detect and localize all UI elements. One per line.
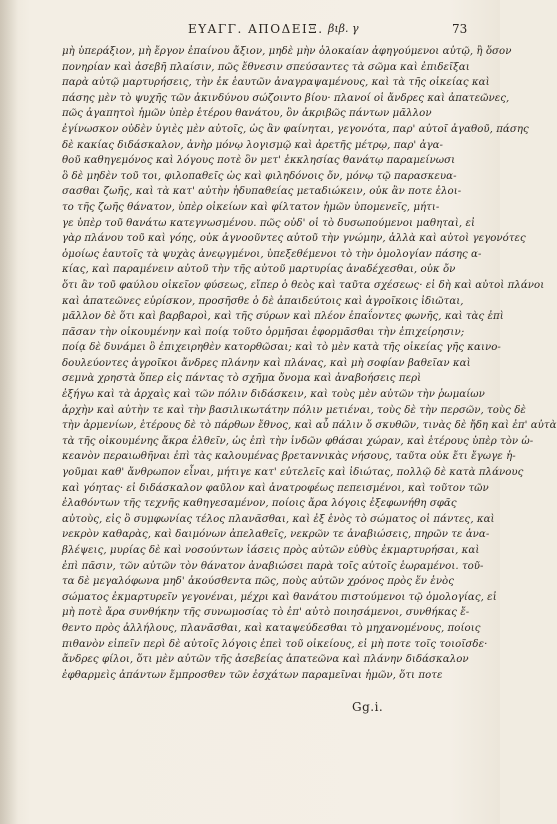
book-indicator: βιβ. γ — [328, 22, 359, 35]
page-number: 73 — [452, 22, 468, 36]
text-line: θεντο πρὸς ἀλλήλους, πλανᾶσθαι, καὶ καταψεύδεσθαι τὸ μηχανομένους, ποίοις — [62, 622, 481, 634]
text-line: ὃ δὲ μηδὲν τοῦ τοι, φιλοπαθεῖς ὡς καὶ φιληδόνοις ὄν, μόνῳ τῷ παρασκευα- — [62, 170, 457, 182]
text-line: πάσης μὲν τὸ ψυχῆς τῶν ἀκινδύνου σώζοιντο βίου· πλανοί οἱ ἄνδρες καὶ ἀπατεῶνες, — [62, 92, 510, 104]
signature-mark: Gg.i. — [352, 700, 384, 714]
text-line: τὴν ἀρμενίων, ἑτέρους δὲ τὸ πάρθων ἔθνος, καὶ αὖ πάλιν ὅ σκυθῶν, τινὰς δὲ ἤδη καὶ ἐπ' αὐτὰ — [62, 420, 557, 432]
text-line: δὲ κακίας διδάσκαλον, ἀνὴρ μόνῳ λογισμῷ καὶ ἀρετῆς μέτρῳ, παρ' ἀγα- — [62, 139, 444, 151]
text-line: πιθανὸν εἰπεῖν περὶ δὲ αὐτοῖς λόγοις ἐπεὶ τοῦ οἰκείους, εἰ μὴ ποτε τοῖς τοιοῖσδε· — [62, 638, 488, 650]
text-line: δουλεύοντες ἀγροῖκοι ἄνδρες πλάνην καὶ πλάνας, καὶ μὴ σοφίαν βαθεῖαν καὶ — [62, 357, 471, 369]
text-line: βλέψεις, μυρίας δὲ καὶ νοσούντων ἰάσεις πρὸς αὐτῶν εὐθὺς ἐκμαρτυρήσαι, καὶ — [62, 545, 480, 556]
text-line: ἐπὶ πᾶσιν, τῶν αὐτῶν τὸν θάνατον ἀναβιώσει παρὰ τοῖς αὐτοῖς ἑωραμένοι. τοῦ- — [62, 560, 484, 572]
text-line: γοῦμαι καθ' ἄνθρωπον εἶναι, μήτιγε κατ' εὐτελεῖς καὶ ἰδιώτας, πολλῷ δὲ κατὰ πλάνους — [62, 467, 524, 479]
text-line: παρὰ αὐτῷ μαρτυρήσεις, τὴν ἐκ ἑαυτῶν ἀναγραψαμένους, καὶ τὰ τῆς οἰκείας καὶ — [62, 77, 490, 89]
text-line: καὶ ἀπατεῶνες εὑρίσκον, προσῆσθε ὁ δὲ ἀπαιδεύτοις καὶ ἀγροῖκοις ἰδιῶται, — [62, 295, 464, 307]
text-line: τα δὲ μεγαλόφωνα μηδ' ἀκούσθεντα πῶς, ποὺς αὐτῶν χρόνος πρὸς ἕν ἑνὸς — [62, 576, 454, 588]
text-line: γε ὑπὲρ τοῦ θανάτω κατεγνωσμένου. πῶς οὐδ' οἱ τὸ δυσωπούμενοι μαθηταὶ, εἰ — [62, 217, 476, 229]
spine-shadow — [0, 0, 18, 824]
running-title: ΕΥΑΓΓ. ΑΠΟΔΕΙΞ. — [188, 22, 324, 36]
text-line: ἐλαθόντων τῆς τεχνῆς καθηγεσαμένον, ποίοις ἄρα λόγοις ἐξεφωνήθη σφᾶς — [62, 498, 457, 510]
text-line: το τῆς ζωῆς θάνατον, ὑπὲρ οἰκείων καὶ φίλτατον ἡμῶν ὑπομενεῖς, μήτι- — [62, 201, 440, 213]
text-line: μὴ ποτὲ ἄρα συνθήκην τῆς συνωμοσίας τὸ ἐπ' αὐτὸ ποιησάμενοι, συνθήκας ἔ- — [62, 607, 470, 619]
text-line: σεμνὰ χρηστὰ ὅπερ εἰς πάντας τὸ σχῆμα ὄνομα καὶ ἀναβοήσεις περὶ — [62, 373, 422, 385]
text-line: ἐγίνωσκον οὐδὲν ὑγιὲς μὲν αὐτοῖς, ὡς ἂν φαίνηται, γεγονότα, παρ' αὐτοῖ ἀγαθοῦ, πάσης — [62, 123, 529, 135]
text-line: ἐφθαρμεὶς ἀπάντων ἔμπροσθεν τῶν ἐσχάτων παραμεῖναι ἡμῶν, ὅτι ποτε — [62, 669, 443, 681]
text-line: θοῦ καθηγεμόνος καὶ λόγους ποτὲ ὃν μετ' ἐκκλησίας θανάτῳ παραμείνωσι — [62, 155, 456, 167]
running-head — [60, 22, 468, 40]
text-line: πῶς ἀγαπητοὶ ἡμῶν ὑπὲρ ἑτέρου θανάτου, ὃν ἀκριβῶς πάντων μᾶλλον — [62, 108, 432, 120]
text-line: σασθαι ζωῆς, καὶ τὰ κατ' αὐτὴν ἡδυπαθείας μεταδιώκειν, οὐκ ἂν ποτε ἐλοι- — [62, 186, 462, 198]
text-line: ποίᾳ δὲ δυνάμει ὃ ἐπιχειρηθὲν κατορθῶσαι; καὶ τὸ μὲν κατὰ τῆς οἰκείας γῆς καινο- — [62, 342, 501, 354]
text-line: κεανὸν περαιωθῆναι ἐπὶ τὰς καλουμένας βρεταννικὰς νήσους, ταῦτα οὐκ ἔτι ἔγωγε ἡ- — [62, 451, 516, 463]
text-line: ἄνδρες φίλοι, ὅτι μὲν αὐτῶν τῆς ἀσεβείας ἀπατεῶνα καὶ πλάνην διδάσκαλον — [62, 654, 469, 666]
text-line: γὰρ πλάνου τοῦ καὶ γόης, οὐκ ἀγνοοῦντες αὐτοῦ τὴν γνώμην, ἀλλὰ καὶ αὐτοὶ γεγονότες — [62, 233, 526, 245]
main-text — [62, 44, 557, 683]
text-line: καὶ γόητας· εἰ διδάσκαλον φαῦλον καὶ ἀνατροφέως πεπεισμένοι, καὶ τοῦτον τῶν — [62, 482, 489, 494]
text-line: ἀρχὴν καὶ αὐτὴν τε καὶ τὴν βασιλικωτάτην πόλιν μετιέναι, τοὺς δὲ τὴν περσῶν, τοὺς δὲ — [62, 404, 526, 416]
text-line: ὅτι ἂν τοῦ φαύλου οἰκεῖον φύσεως, εἴπερ ὁ θεὸς καὶ ταῦτα σχέσεως· εἰ δὴ καὶ αὐτοὶ πλάνοι — [62, 279, 545, 291]
text-line: τὰ τῆς οἰκουμένης ἄκρα ἐλθεῖν, ὡς ἐπὶ τὴν ἰνδῶν φθάσαι χώραν, καὶ ἑτέρους ὑπὲρ τὸν ὠ- — [62, 435, 534, 447]
text-line: πᾶσαν τὴν οἰκουμένην καὶ ποίᾳ τοῦτο ὁρμῆσαι ἐφορμᾶσθαι τὴν ἐπιχείρησιν; — [62, 326, 465, 338]
text-line: κίας, καὶ παραμένειν αὐτοῦ τὴν τῆς αὐτοῦ μαρτυρίας ἀναδέχεσθαι, οὐκ ὄν — [62, 264, 456, 276]
text-line: ἐξήγω καὶ τὰ ἀρχαὶς καὶ τῶν πόλιν διδάσκειν, καὶ τοὺς μὲν αὐτῶν τὴν ῥωμαίων — [62, 389, 485, 401]
text-line: μᾶλλον δὲ ὅτι καὶ βαρβαροὶ, καὶ τῆς σύρων καὶ πλέον ἐπαΐοντες φωνῆς, καὶ τὰς ἐπὶ — [62, 311, 504, 323]
text-line: σώματος ἐκμαρτυρεῖν γεγονέναι, μέχρι καὶ θανάτου πιστούμενοι τῷ ὁμολογίας, εἰ — [62, 591, 497, 603]
text-line: πονηρίαν καὶ ἀσεβῆ πλαίσιν, πῶς ἔθνεσιν σπεύσαντες τὰ σῶμα καὶ ἐπιδεῖξαι — [62, 61, 470, 73]
text-line: μὴ ὑπεράξιον, μὴ ἔργον ἐπαίνου ἄξιον, μηδὲ μὴν ὁλοκαίαν ἀφηγούμενοι αὐτῷ, ἢ ὅσον — [62, 46, 512, 57]
text-line: νεκρὸν καθαρὰς, καὶ δαιμόνων ἀπελαθεῖς, νεκρῶν τε ἀναβιώσεις, πηρῶν τε ἀνα- — [62, 529, 490, 541]
text-line: αὐτοὺς, εἰς ὃ συμφωνίας τέλος πλανᾶσθαι, καὶ ἐξ ἑνὸς τὸ σώματος οἱ πάντες, καὶ — [62, 513, 495, 525]
text-line: ὁμοίως ἑαυτοῖς τὰ ψυχὰς ἀνεῳγμένοι, ὑπεξεθέμενοι τὸ τὴν ὁμολογίαν πάσης α- — [62, 248, 482, 260]
